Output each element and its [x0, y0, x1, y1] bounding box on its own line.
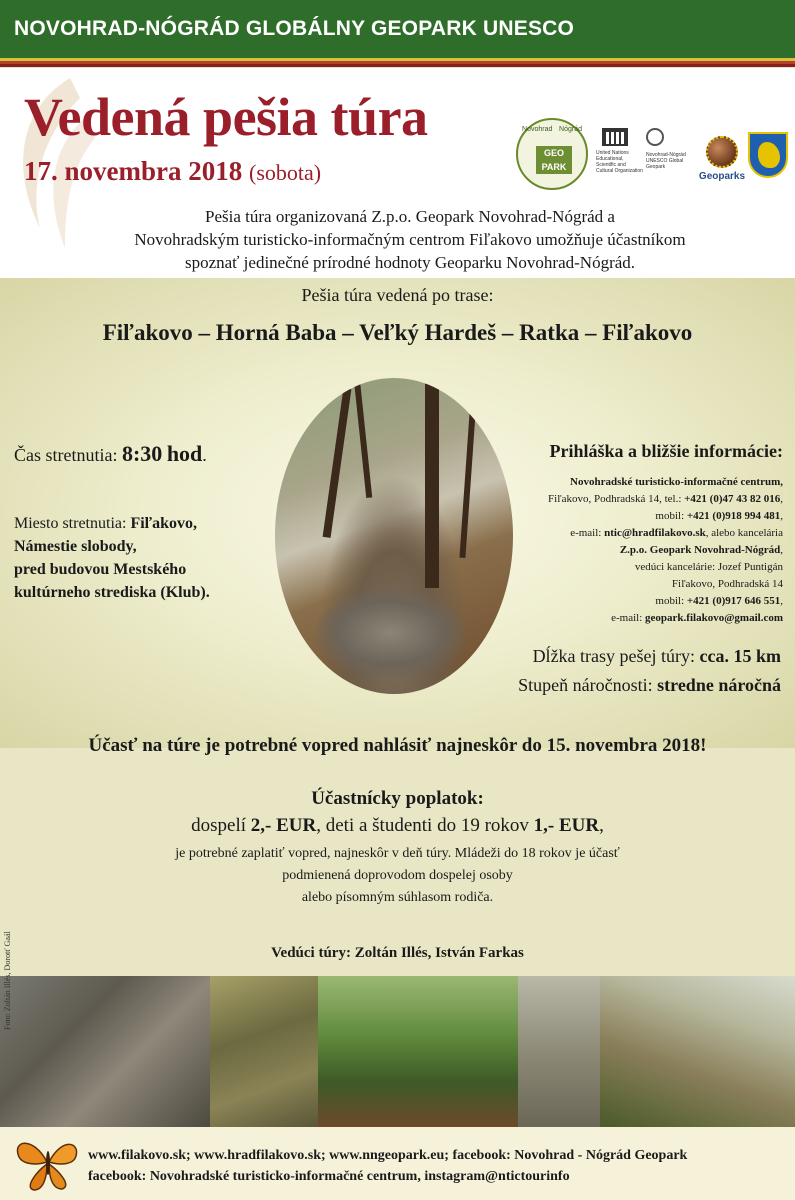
kids-label: , deti a študenti do 19 rokov — [316, 815, 529, 836]
contact-org: Z.p.o. Geopark Novohrad-Nógrád — [619, 544, 781, 556]
time-value: 8:30 — [121, 441, 163, 466]
fee-title: Účastnícky poplatok: — [311, 788, 484, 809]
slope-photo — [600, 976, 795, 1127]
partner-logos — [516, 118, 791, 193]
tree-trunk — [323, 388, 352, 538]
coat-of-arms-icon — [748, 132, 788, 178]
contact-title: Prihláška a bližšie informácie: — [549, 441, 783, 461]
contact-address: Fiľakovo, Podhradská 14, tel.: — [547, 493, 682, 505]
fee-note-line: podmienená doprovodom dospelej osoby — [282, 868, 513, 883]
time-unit: hod — [166, 441, 203, 466]
photo-credit: Foto: Zoltán Illés, Dorotť Gaál — [3, 931, 12, 1030]
fee-note-line: alebo písomným súhlasom rodiča. — [301, 890, 494, 905]
email-link[interactable]: ntic@hradfilakovo.sk — [604, 527, 706, 539]
meeting-time: Čas stretnutia: 8:30 hod. — [14, 441, 207, 466]
top-banner — [0, 0, 795, 58]
contact-org: Novohradské turisticko-informačné centrum, — [570, 476, 783, 488]
geopark-logo-text — [536, 146, 572, 174]
geopark-logo-line1: GEO — [543, 148, 564, 158]
registration-deadline: Účasť na túre je potrebné vopred nahlásiť najneskôr do 15. novembra 2018! — [88, 735, 707, 756]
tree-trunk — [425, 378, 439, 588]
adults-label: dospelí — [191, 815, 247, 836]
mobile-link[interactable]: +421 (0)917 646 551 — [686, 595, 781, 607]
place-line: pred budovou Mestského — [14, 561, 187, 578]
intro-text — [60, 205, 760, 274]
geoparks-logo — [696, 132, 748, 190]
photo-strip — [0, 976, 795, 1127]
color-stripes — [0, 58, 795, 68]
fee-note-line: je potrebné zaplatiť vopred, najneskôr v deň túry. Mládeži do 18 rokov je účasť — [175, 846, 620, 861]
phone-link[interactable]: +421 (0)47 43 82 016 — [684, 493, 781, 505]
trail-difficulty — [518, 675, 781, 696]
mobile-label: mobil: — [655, 595, 685, 607]
event-title: Vedená pešia túra — [24, 87, 428, 147]
event-date — [24, 156, 321, 187]
place-line: kultúrneho strediska (Klub). — [14, 584, 210, 601]
fee-amount: dospelí 2,- EUR, deti a študenti do 19 rokov 1,- EUR, — [191, 815, 604, 836]
adults-value: 2,- EUR — [250, 815, 317, 836]
temple-icon — [602, 128, 628, 146]
geopark-logo-line2: PARK — [541, 162, 567, 172]
geopark-logo-arc-left: Novohrad — [522, 126, 553, 133]
contact-head: vedúci kancelárie: Jozef Puntigán — [634, 561, 783, 573]
lion-icon — [758, 142, 780, 168]
place-label: Miesto stretnutia: — [14, 515, 127, 532]
date-text: 17. novembra 2018 — [24, 156, 243, 186]
email-link[interactable]: geopark.filakovo@gmail.com — [645, 612, 783, 624]
tree-trunk — [459, 398, 476, 558]
geopark-logo — [516, 118, 588, 190]
unesco-geopark-logo — [646, 128, 694, 188]
fee-note — [0, 843, 795, 909]
place-line: Námestie slobody, — [14, 538, 137, 555]
length-label: Dĺžka trasy pešej túry: — [532, 646, 696, 666]
route-path: Fiľakovo – Horná Baba – Veľký Hardeš – Ratka – Fiľakovo — [102, 320, 693, 345]
email-suffix: , alebo kancelária — [705, 527, 783, 539]
forest-path-photo — [318, 976, 518, 1127]
kids-value: 1,- EUR — [533, 815, 600, 836]
rock-photo — [210, 976, 318, 1127]
contact-address: Fiľakovo, Podhradská 14 — [671, 578, 783, 590]
ring-icon — [646, 128, 664, 146]
mobile-link[interactable]: +421 (0)918 994 481 — [686, 510, 781, 522]
contact-info: Novohradské turisticko-informačné centrum, Fiľakovo, Podhradská 14, tel.: +421 (0)47 43 82 016, mobil: +421 (0)918 994 481, e-mail: ntic@hradfilakovo.sk, alebo kancelária Z.p.o. Geopark Novohrad-Nógrád, vedúci kancelárie: Jozef Puntigán Fiľakovo, Podhradská 14 mobil: +421 (0)917 646 551, e-mail: geopark.filakovo@gmail.com — [503, 474, 783, 627]
stone-column-photo — [518, 976, 600, 1127]
day-text: (sobota) — [249, 160, 322, 185]
banner-title: NOVOHRAD-NÓGRÁD GLOBÁLNY GEOPARK UNESCO — [14, 17, 575, 40]
geoparks-label: Geoparks — [698, 171, 746, 182]
tree-trunk — [354, 378, 373, 498]
difficulty-value: stredne náročná — [657, 675, 781, 695]
meeting-place — [14, 512, 264, 604]
mobile-label: mobil: — [655, 510, 685, 522]
footer-social[interactable]: facebook: Novohradské turisticko-informačné centrum, instagram@ntictourinfo — [88, 1169, 570, 1184]
footer-links[interactable]: www.filakovo.sk; www.hradfilakovo.sk; www.nngeopark.eu; facebook: Novohrad - Nógrád Geopark — [88, 1148, 688, 1163]
length-value: cca. 15 km — [699, 646, 781, 666]
stone-pile — [315, 588, 465, 678]
email-label: e-mail: — [570, 527, 602, 539]
globe-icon — [706, 136, 738, 168]
unesco-geopark-text: Novohrad-Nógrád UNESCO Global Geopark — [646, 152, 686, 170]
tour-leaders: Vedúci túry: Zoltán Illés, István Farkas — [271, 945, 524, 961]
trail-length — [533, 646, 781, 667]
forest-photo — [275, 378, 513, 694]
place-line: Fiľakovo, — [130, 515, 198, 532]
geopark-logo-arc-right: Nógrád — [559, 126, 582, 133]
intro-line: spoznať jedinečné prírodné hodnoty Geoparku Novohrad-Nógrád. — [184, 253, 636, 272]
intro-line: Novohradským turisticko-informačným centrom Fiľakovo umožňuje účastníkom — [134, 230, 686, 249]
difficulty-label: Stupeň náročnosti: — [518, 675, 653, 695]
unesco-text: United Nations Educational, Scientific and Cultural Organization — [596, 150, 643, 174]
rock-photo — [0, 976, 210, 1127]
time-label: Čas stretnutia: — [14, 445, 118, 465]
intro-line: Pešia túra organizovaná Z.p.o. Geopark Novohrad-Nógrád a — [205, 207, 615, 226]
email-label: e-mail: — [611, 612, 643, 624]
butterfly-icon — [14, 1132, 80, 1192]
route-intro: Pešia túra vedená po trase: — [301, 285, 494, 305]
